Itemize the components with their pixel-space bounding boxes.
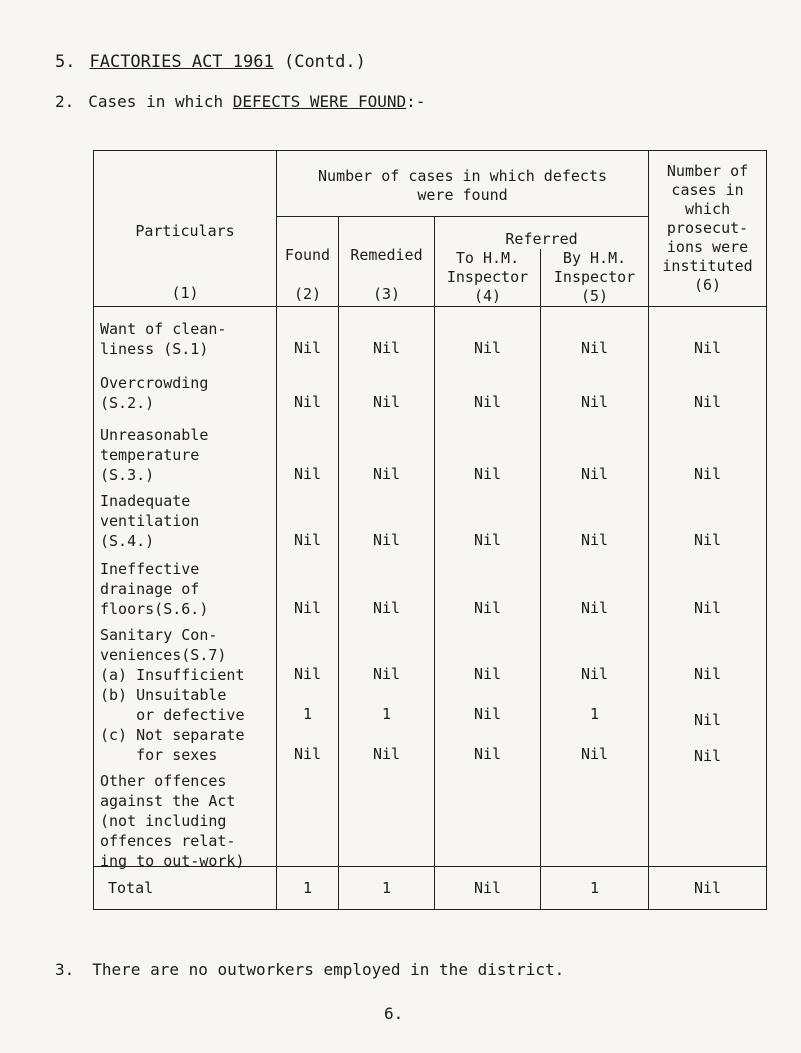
to-hmi-ventilation: Nil <box>473 531 502 549</box>
cases-found-title-line-2: were found <box>417 185 508 204</box>
found-cleanliness: Nil <box>293 339 322 357</box>
cases-found-title-line-1: Number of cases in which defects <box>318 166 608 185</box>
by-hmi-temperature: Nil <box>580 465 609 483</box>
by-hmi-drainage: Nil <box>580 599 609 617</box>
remedied-drainage: Nil <box>372 599 401 617</box>
remedied-sanitary-not-separate: Nil <box>372 745 401 763</box>
total-remedied: 1 <box>339 866 435 909</box>
prosecutions-header <box>649 151 767 307</box>
remedied-temperature: Nil <box>372 465 401 483</box>
page-number: 6. <box>384 1004 404 1023</box>
to-hmi-column <box>435 307 541 867</box>
found-column <box>277 307 339 867</box>
total-label: Total <box>94 866 277 909</box>
row-sanitary-unsuitable-label: (b) Unsuitable or defective <box>100 686 245 724</box>
remedied-overcrowding: Nil <box>372 393 401 411</box>
prosecutions-line-3: which <box>684 200 731 218</box>
prosecutions-line-2: cases in <box>671 181 744 199</box>
prosecutions-drainage: Nil <box>694 599 722 617</box>
cases-found-header <box>277 151 649 217</box>
outworkers-note-number: 3. <box>55 960 75 979</box>
found-temperature: Nil <box>293 465 322 483</box>
found-title: Found <box>284 246 331 264</box>
defects-body <box>94 307 767 867</box>
particulars-header <box>94 151 277 307</box>
particulars-col-number: (1) <box>171 283 199 302</box>
prosecutions-column <box>649 307 767 867</box>
prosecutions-overcrowding: Nil <box>694 393 722 411</box>
section-number: 5. <box>55 52 76 72</box>
row-sanitary-insufficient-label: Sanitary Con- veniences(S.7) (a) Insufficient <box>100 626 245 684</box>
to-hmi-sanitary-not-separate: Nil <box>473 745 502 763</box>
prosecutions-sanitary-not-separate: Nil <box>694 747 722 765</box>
remedied-ventilation: Nil <box>372 531 401 549</box>
subsection-defects: DEFECTS WERE FOUND <box>232 92 407 111</box>
remedied-header <box>339 217 435 307</box>
subsection-prefix: Cases in which <box>88 92 224 111</box>
found-drainage: Nil <box>293 599 322 617</box>
remedied-cleanliness: Nil <box>372 339 401 357</box>
to-hmi-line-1: To H.M. <box>455 249 520 267</box>
subsection-suffix: :- <box>406 92 426 111</box>
by-hmi-header <box>540 249 648 306</box>
outworkers-note-text: There are no outworkers employed in the district. <box>92 960 565 979</box>
remedied-title: Remedied <box>350 246 423 264</box>
remedied-col-number: (3) <box>372 285 401 303</box>
found-col-number: (2) <box>293 285 322 303</box>
to-hmi-header <box>435 249 540 306</box>
to-hmi-col-number: (4) <box>473 287 502 305</box>
row-cleanliness-label: Want of clean- liness (S.1) <box>100 320 227 358</box>
to-hmi-line-2: Inspector <box>446 268 529 286</box>
prosecutions-line-4: prosecut- <box>666 219 749 237</box>
by-hmi-sanitary-insufficient: Nil <box>580 665 609 683</box>
by-hmi-cleanliness: Nil <box>580 339 609 357</box>
subsection-number: 2. <box>55 92 75 111</box>
total-prosecutions: Nil <box>649 866 767 909</box>
total-by-hmi: 1 <box>541 866 649 909</box>
row-drainage-label: Ineffective drainage of floors(S.6.) <box>100 560 209 618</box>
row-sanitary-not-separate-label: (c) Not separate for sexes <box>100 726 245 764</box>
found-ventilation: Nil <box>293 531 322 549</box>
prosecutions-line-5: ions were <box>666 238 749 256</box>
prosecutions-sanitary-unsuitable: Nil <box>694 711 722 729</box>
remedied-sanitary-unsuitable: 1 <box>381 705 392 723</box>
prosecutions-ventilation: Nil <box>694 531 722 549</box>
total-to-hmi: Nil <box>435 866 541 909</box>
row-ventilation-label: Inadequate ventilation (S.4.) <box>100 492 200 550</box>
by-hmi-sanitary-not-separate: Nil <box>580 745 609 763</box>
found-sanitary-unsuitable: 1 <box>302 705 313 723</box>
by-hmi-column <box>541 307 649 867</box>
to-hmi-temperature: Nil <box>473 465 502 483</box>
referred-header <box>435 217 649 307</box>
prosecutions-sanitary-insufficient: Nil <box>694 665 722 683</box>
particulars-title: Particulars <box>135 221 235 240</box>
section-heading <box>55 52 366 72</box>
outworkers-note <box>55 960 564 979</box>
prosecutions-cleanliness: Nil <box>694 339 722 357</box>
by-hmi-sanitary-unsuitable: 1 <box>590 705 600 723</box>
to-hmi-sanitary-insufficient: Nil <box>473 665 502 683</box>
found-overcrowding: Nil <box>293 393 322 411</box>
row-other-offences-label: Other offences against the Act (not including offences relat- ing to out-work) <box>100 772 245 870</box>
to-hmi-sanitary-unsuitable: Nil <box>473 705 502 723</box>
total-row <box>94 866 767 909</box>
by-hmi-col-number: (5) <box>580 287 609 305</box>
to-hmi-cleanliness: Nil <box>473 339 502 357</box>
by-hmi-overcrowding: Nil <box>580 393 609 411</box>
total-found: 1 <box>277 866 339 909</box>
row-temperature-label: Unreasonable temperature (S.3.) <box>100 426 209 484</box>
prosecutions-temperature: Nil <box>694 465 722 483</box>
found-header <box>277 217 339 307</box>
prosecutions-line-1: Number of <box>666 162 749 180</box>
prosecutions-col-number: (6) <box>694 276 722 294</box>
found-sanitary-not-separate: Nil <box>293 745 322 763</box>
particulars-column <box>94 307 277 870</box>
subsection-heading <box>55 92 425 111</box>
remedied-sanitary-insufficient: Nil <box>372 665 401 683</box>
by-hmi-line-1: By H.M. <box>562 249 627 267</box>
heading-suffix: (Contd.) <box>283 52 366 72</box>
to-hmi-overcrowding: Nil <box>473 393 502 411</box>
by-hmi-line-2: Inspector <box>553 268 636 286</box>
remedied-column <box>339 307 435 867</box>
row-overcrowding-label: Overcrowding (S.2.) <box>100 374 209 412</box>
by-hmi-ventilation: Nil <box>580 531 609 549</box>
defects-table <box>93 150 767 910</box>
referred-title: Referred <box>505 230 578 248</box>
found-sanitary-insufficient: Nil <box>293 665 322 683</box>
prosecutions-line-6: instituted <box>662 257 753 275</box>
to-hmi-drainage: Nil <box>473 599 502 617</box>
act-title: FACTORIES ACT 1961 <box>89 52 274 72</box>
